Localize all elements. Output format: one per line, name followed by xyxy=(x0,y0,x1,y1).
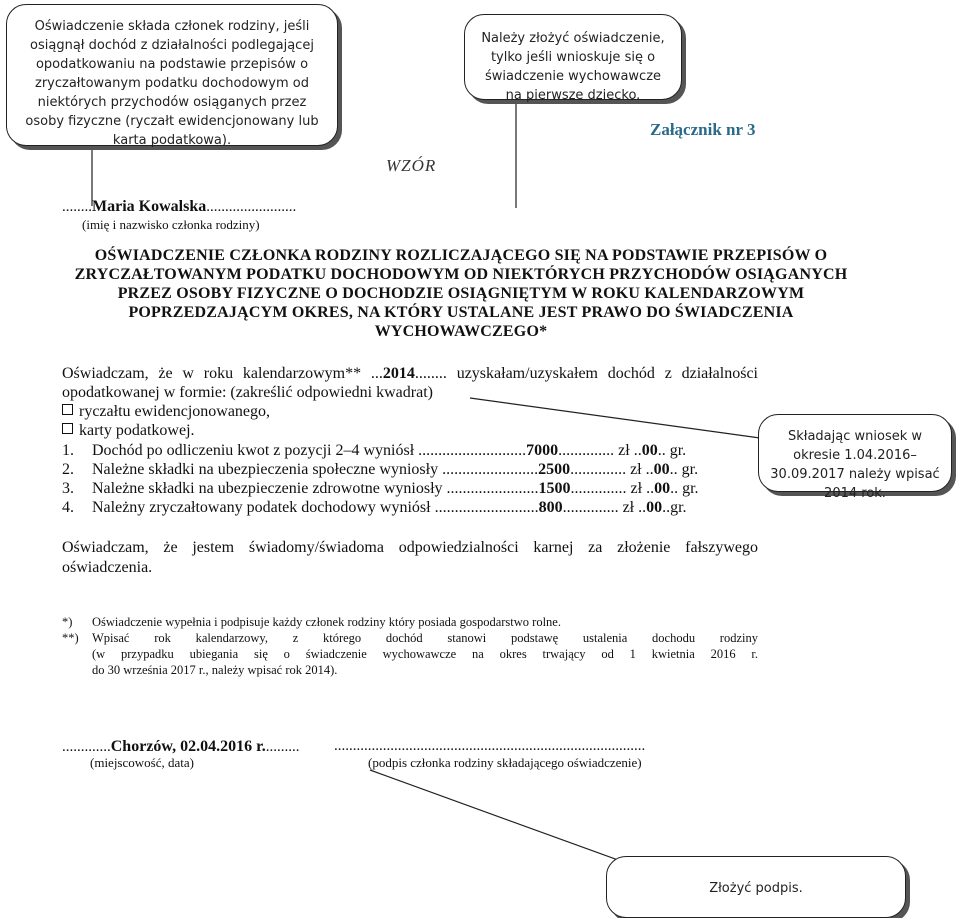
amount-row xyxy=(62,498,699,517)
amount-row-grosze: 00 xyxy=(641,442,658,459)
place-date-line: .............Chorzów, 02.04.2016 r.......... xyxy=(62,738,300,755)
amount-row-currency: .............. zł .. xyxy=(570,480,655,497)
footnote-2-line-3: do 30 września 2017 r., należy wpisać rok 2014). xyxy=(92,663,338,677)
amount-row-currency: .............. zł .. xyxy=(570,461,654,478)
amount-row-number: 4. xyxy=(62,499,74,516)
checkbox-lump-sum[interactable] xyxy=(62,404,73,415)
amount-row-grosze: 00 xyxy=(653,461,670,478)
amount-row-value: 1500 xyxy=(538,480,571,497)
statement-year: 2014 xyxy=(382,365,415,382)
amount-row-label: Dochód po odliczeniu kwot z pozycji 2–4 wyniósł ........................... xyxy=(92,442,527,459)
amount-row xyxy=(62,460,699,479)
signature-line[interactable]: ................................................................................... xyxy=(334,738,646,754)
place-date-caption: (miejscowość, data) xyxy=(90,755,194,770)
amounts-list xyxy=(62,441,699,517)
amount-row-value: 7000 xyxy=(526,442,559,459)
footnote-2-line-2: (w przypadku ubiegania się o świadczenie wychowawcze na okres trwający od 1 kwietnia 2016 r. xyxy=(92,647,758,661)
amount-row-number: 1. xyxy=(62,442,74,459)
footnote-2-line-1: **) Wpisać rok kalendarzowy, z którego dochód stanowi podstawę ustalenia dochodu rodziny xyxy=(62,631,758,645)
amount-row-label: Należny zryczałtowany podatek dochodowy wyniósł .......................... xyxy=(92,499,539,516)
amount-row-value: 2500 xyxy=(538,461,571,478)
amount-row-currency: .............. zł .. xyxy=(558,442,642,459)
amount-row-end: .. gr. xyxy=(657,442,687,459)
callout-who-submits: Oświadczenie składa członek rodziny, jeśli osiągnął dochód z działalności podlegającej opodatkowaniu na podstawie przepisów o zryczałtowanym podatku dochodowym od niektórych przychodów osiąganych przez osoby fizyczne (ryczałt ewidencjonowany lub karta podatkowa). xyxy=(6,4,338,146)
option-tax-card: karty podatkowej. xyxy=(62,421,758,440)
amount-row-currency: .............. zł .. xyxy=(562,499,647,516)
income-statement xyxy=(62,364,758,440)
place-date: Chorzów, 02.04.2016 r. xyxy=(110,738,266,755)
declaration-line-2: oświadczenia. xyxy=(62,559,153,576)
amount-row-value: 800 xyxy=(538,499,563,516)
declaration-line-1: Oświadczam, że jestem świadomy/świadoma odpowiedzialności karnej za złożenie fałszywego xyxy=(62,539,758,556)
callout-year-info: Składając wniosek w okresie 1.04.2016–30.09.2017 należy wpisać 2014 rok. xyxy=(758,414,952,492)
document-title: OŚWIADCZENIE CZŁONKA RODZINY ROZLICZAJĄCEGO SIĘ NA PODSTAWIE PRZEPISÓW O ZRYCZAŁTOWANYM PODATKU DOCHODOWYM OD NIEKTÓRYCH PRZYCHODÓW OSIĄGANYCH PRZEZ OSOBY FIZYCZNE O DOCHODZIE OSIĄGNIĘTYM W ROKU KALENDARZOWYM POPRZEDZAJĄCYM OKRES, NA KTÓRY USTALANE JEST PRAWO DO ŚWIADCZENIA WYCHOWAWCZEGO* xyxy=(74,247,848,340)
member-name-caption: (imię i nazwisko członka rodziny) xyxy=(82,217,260,232)
checkbox-tax-card[interactable] xyxy=(62,423,73,434)
member-name-line: ........Maria Kowalska........................ xyxy=(62,198,297,215)
statement-line-2: opodatkowanej w formie: (zakreślić odpowiedni kwadrat) xyxy=(62,384,433,401)
footnotes xyxy=(62,614,758,678)
attachment-label: Załącznik nr 3 xyxy=(650,120,756,139)
amount-row-end: .. gr. xyxy=(669,461,699,478)
callout-signature: Złożyć podpis. xyxy=(606,856,906,918)
amount-row-end: ..gr. xyxy=(662,499,687,516)
declaration xyxy=(62,538,758,578)
amount-row xyxy=(62,441,699,460)
footnote-1: *) Oświadczenie wypełnia i podpisuje każdy członek rodziny który posiada gospodarstwo rolne. xyxy=(62,615,561,629)
amount-row-end: .. gr. xyxy=(670,480,699,497)
amount-row xyxy=(62,479,699,498)
callout-when-required: Należy złożyć oświadczenie, tylko jeśli wnioskuje się o świadczenie wychowawcze na pierwsze dziecko. xyxy=(464,14,682,100)
amount-row-grosze: 00 xyxy=(654,480,671,497)
signature-caption: (podpis członka rodziny składającego oświadczenie) xyxy=(368,755,642,770)
amount-row-label: Należne składki na ubezpieczenie zdrowotne wyniosły ....................... xyxy=(92,480,539,497)
watermark-label: WZÓR xyxy=(386,156,437,175)
member-name: Maria Kowalska xyxy=(92,198,207,215)
amount-row-grosze: 00 xyxy=(646,499,663,516)
statement-line-1: Oświadczam, że w roku kalendarzowym** ...2014........ uzyskałam/uzyskałem dochód z działalności xyxy=(62,365,759,382)
option-lump-sum: ryczałtu ewidencjonowanego, xyxy=(62,402,758,421)
amount-row-label: Należne składki na ubezpieczenia społeczne wyniosły ........................ xyxy=(92,461,539,478)
amount-row-number: 2. xyxy=(62,461,74,478)
connector-bottom xyxy=(370,770,640,868)
amount-row-number: 3. xyxy=(62,480,74,497)
